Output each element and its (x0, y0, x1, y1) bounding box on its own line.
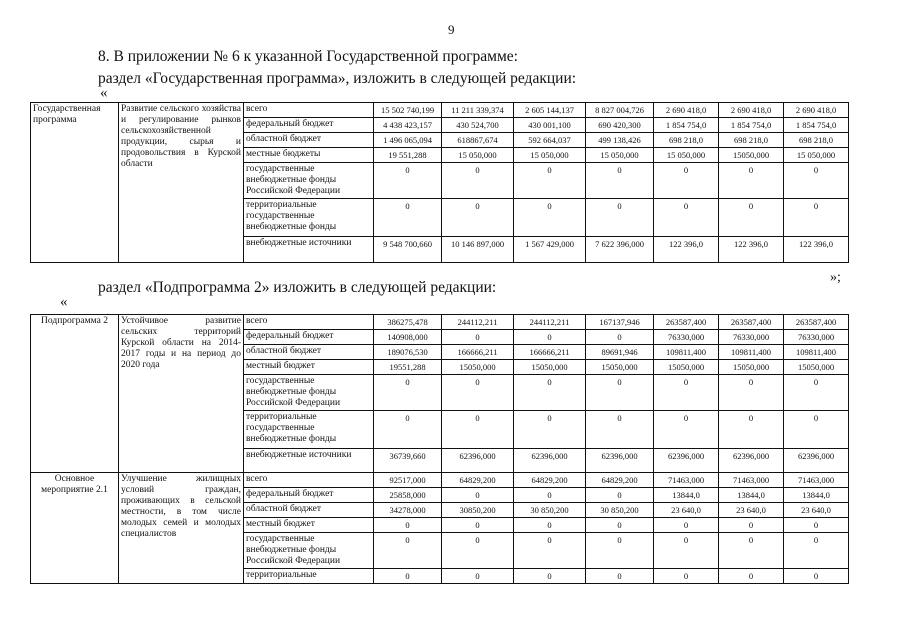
value-cell: 15 050,000 (514, 148, 586, 163)
value-cell: 0 (586, 488, 654, 503)
value-cell: 0 (586, 375, 654, 411)
value-cell: 9 548 700,660 (374, 237, 442, 263)
value-cell: 0 (442, 375, 514, 411)
value-cell: 13844,0 (719, 488, 784, 503)
value-cell: 698 218,0 (719, 133, 784, 148)
funding-source-cell: федеральный бюджет (244, 118, 374, 133)
value-cell: 0 (586, 518, 654, 533)
value-cell: 4 438 423,157 (374, 118, 442, 133)
funding-source-cell: территориальные государственные внебюджетные фонды (244, 199, 374, 237)
value-cell: 0 (654, 411, 719, 449)
value-cell: 0 (784, 411, 849, 449)
subprogram-table-body (31, 315, 849, 584)
value-cell: 7 622 396,000 (586, 237, 654, 263)
value-cell: 0 (442, 533, 514, 569)
value-cell: 0 (514, 569, 586, 584)
value-cell: 13844,0 (654, 488, 719, 503)
value-cell: 0 (374, 163, 442, 199)
funding-source-cell: областной бюджет (244, 133, 374, 148)
value-cell: 0 (719, 411, 784, 449)
value-cell: 0 (719, 533, 784, 569)
value-cell: 0 (442, 163, 514, 199)
value-cell: 0 (654, 199, 719, 237)
value-cell: 167137,946 (586, 315, 654, 330)
funding-source-cell: внебюджетные источники (244, 449, 374, 473)
value-cell: 0 (719, 163, 784, 199)
value-cell: 263587,400 (784, 315, 849, 330)
value-cell: 89691,946 (586, 345, 654, 360)
value-cell: 0 (586, 411, 654, 449)
value-cell: 0 (442, 569, 514, 584)
value-cell: 2 690 418,0 (719, 103, 784, 118)
opening-quote-1: « (100, 85, 108, 101)
value-cell: 698 218,0 (784, 133, 849, 148)
value-cell: 15 050,000 (784, 148, 849, 163)
value-cell: 15050,000 (442, 360, 514, 375)
value-cell: 0 (374, 199, 442, 237)
value-cell: 0 (586, 533, 654, 569)
value-cell: 15 050,000 (586, 148, 654, 163)
value-cell: 122 396,0 (719, 237, 784, 263)
program-cell: Подпрограмма 2 (31, 315, 119, 473)
value-cell: 2 690 418,0 (654, 103, 719, 118)
value-cell: 122 396,0 (784, 237, 849, 263)
value-cell: 0 (514, 533, 586, 569)
value-cell: 8 827 004,726 (586, 103, 654, 118)
value-cell: 263587,400 (719, 315, 784, 330)
subprogram-table (30, 314, 849, 584)
state-program-table (30, 102, 849, 263)
value-cell: 76330,000 (654, 330, 719, 345)
value-cell: 0 (586, 199, 654, 237)
opening-quote-2: « (60, 294, 68, 310)
value-cell: 76330,000 (719, 330, 784, 345)
value-cell: 1 854 754,0 (784, 118, 849, 133)
value-cell: 23 640,0 (784, 503, 849, 518)
funding-source-cell: государственные внебюджетные фонды Российской Федерации (244, 533, 374, 569)
funding-source-cell: внебюджетные источники (244, 237, 374, 263)
value-cell: 64829,200 (586, 473, 654, 488)
value-cell: 0 (784, 569, 849, 584)
value-cell: 1 854 754,0 (654, 118, 719, 133)
value-cell: 0 (514, 330, 586, 345)
value-cell: 19 551,288 (374, 148, 442, 163)
funding-source-cell: всего (244, 315, 374, 330)
value-cell: 0 (784, 163, 849, 199)
value-cell: 11 211 339,374 (442, 103, 514, 118)
table-row (31, 315, 849, 330)
funding-source-cell: государственные внебюджетные фонды Российской Федерации (244, 375, 374, 411)
value-cell: 109811,400 (784, 345, 849, 360)
value-cell: 0 (654, 533, 719, 569)
value-cell: 0 (586, 330, 654, 345)
value-cell: 19551,288 (374, 360, 442, 375)
value-cell: 15050,000 (514, 360, 586, 375)
funding-source-cell: федеральный бюджет (244, 330, 374, 345)
value-cell: 0 (514, 411, 586, 449)
value-cell: 690 420,300 (586, 118, 654, 133)
funding-source-cell: всего (244, 103, 374, 118)
funding-source-cell: государственные внебюджетные фонды Российской Федерации (244, 163, 374, 199)
value-cell: 499 138,426 (586, 133, 654, 148)
value-cell: 30 850,200 (514, 503, 586, 518)
value-cell: 0 (719, 199, 784, 237)
value-cell: 25858,000 (374, 488, 442, 503)
value-cell: 0 (442, 330, 514, 345)
funding-source-cell: областной бюджет (244, 345, 374, 360)
value-cell: 0 (514, 375, 586, 411)
value-cell: 15050,000 (719, 360, 784, 375)
value-cell: 0 (514, 199, 586, 237)
value-cell: 0 (719, 375, 784, 411)
value-cell: 0 (374, 569, 442, 584)
value-cell: 2 605 144,137 (514, 103, 586, 118)
value-cell: 0 (719, 569, 784, 584)
value-cell: 166666,211 (442, 345, 514, 360)
value-cell: 140908,000 (374, 330, 442, 345)
heading-line-1: 8. В приложении № 6 к указанной Государственной программе: (98, 48, 518, 65)
value-cell: 92517,000 (374, 473, 442, 488)
value-cell: 109811,400 (654, 345, 719, 360)
value-cell: 34278,000 (374, 503, 442, 518)
value-cell: 0 (586, 569, 654, 584)
value-cell: 0 (374, 411, 442, 449)
value-cell: 71463,000 (654, 473, 719, 488)
value-cell: 64829,200 (442, 473, 514, 488)
value-cell: 122 396,0 (654, 237, 719, 263)
value-cell: 0 (719, 518, 784, 533)
funding-source-cell: областной бюджет (244, 503, 374, 518)
page-number: 9 (448, 22, 455, 37)
value-cell: 30 850,200 (586, 503, 654, 518)
value-cell: 30850,200 (442, 503, 514, 518)
value-cell: 0 (374, 375, 442, 411)
value-cell: 62396,000 (586, 449, 654, 473)
value-cell: 1 567 429,000 (514, 237, 586, 263)
program-name-cell: Развитие сельского хозяйства и регулирование рынков сельскохозяйственной продукции, сырья и продовольствия в Курской области (119, 103, 244, 263)
value-cell: 15 050,000 (442, 148, 514, 163)
value-cell: 0 (586, 163, 654, 199)
value-cell: 62396,000 (654, 449, 719, 473)
table-row (31, 473, 849, 488)
value-cell: 1 854 754,0 (719, 118, 784, 133)
value-cell: 618867,674 (442, 133, 514, 148)
value-cell: 62396,000 (442, 449, 514, 473)
value-cell: 0 (442, 518, 514, 533)
value-cell: 0 (442, 488, 514, 503)
funding-source-cell: местные бюджеты (244, 148, 374, 163)
value-cell: 430 524,700 (442, 118, 514, 133)
value-cell: 62396,000 (719, 449, 784, 473)
value-cell: 0 (784, 375, 849, 411)
value-cell: 166666,211 (514, 345, 586, 360)
value-cell: 36739,660 (374, 449, 442, 473)
value-cell: 13844,0 (784, 488, 849, 503)
program-name-cell: Устойчивое развитие сельских территорий Курской области на 2014-2017 годы и на период до 2020 года (119, 315, 244, 473)
value-cell: 189076,530 (374, 345, 442, 360)
value-cell: 64829,200 (514, 473, 586, 488)
program-cell: Государственная программа (31, 103, 119, 263)
value-cell: 0 (654, 163, 719, 199)
value-cell: 592 664,037 (514, 133, 586, 148)
value-cell: 0 (654, 569, 719, 584)
value-cell: 15050,000 (719, 148, 784, 163)
value-cell: 0 (514, 518, 586, 533)
value-cell: 76330,000 (784, 330, 849, 345)
value-cell: 263587,400 (654, 315, 719, 330)
value-cell: 698 218,0 (654, 133, 719, 148)
value-cell: 10 146 897,000 (442, 237, 514, 263)
value-cell: 15050,000 (586, 360, 654, 375)
funding-source-cell: местный бюджет (244, 360, 374, 375)
section2-heading: раздел «Подпрограмма 2» изложить в следующей редакции: (98, 279, 497, 296)
value-cell: 15 050,000 (654, 148, 719, 163)
value-cell: 386275,478 (374, 315, 442, 330)
value-cell: 0 (654, 375, 719, 411)
program-cell: Основное мероприятие 2.1 (31, 473, 119, 584)
value-cell: 244112,211 (442, 315, 514, 330)
value-cell: 0 (442, 199, 514, 237)
funding-source-cell: территориальные (244, 569, 374, 584)
value-cell: 0 (374, 533, 442, 569)
value-cell: 0 (442, 411, 514, 449)
value-cell: 23 640,0 (654, 503, 719, 518)
closing-quote: »; (830, 270, 841, 285)
program-name-cell: Улучшение жилищных условий граждан, проживающих в сельской местности, в том числе молодых семей и молодых специалистов (119, 473, 244, 584)
value-cell: 0 (784, 199, 849, 237)
value-cell: 23 640,0 (719, 503, 784, 518)
funding-source-cell: территориальные государственные внебюджетные фонды (244, 411, 374, 449)
value-cell: 62396,000 (784, 449, 849, 473)
funding-source-cell: местный бюджет (244, 518, 374, 533)
value-cell: 15 502 740,199 (374, 103, 442, 118)
value-cell: 0 (654, 518, 719, 533)
table-row (31, 103, 849, 118)
value-cell: 0 (784, 518, 849, 533)
value-cell: 71463,000 (784, 473, 849, 488)
value-cell: 71463,000 (719, 473, 784, 488)
value-cell: 0 (784, 533, 849, 569)
value-cell: 15050,000 (654, 360, 719, 375)
funding-source-cell: всего (244, 473, 374, 488)
heading-line-2: раздел «Государственная программа», изложить в следующей редакции: (98, 70, 577, 87)
state-program-table-body (31, 103, 849, 263)
value-cell: 62396,000 (514, 449, 586, 473)
value-cell: 109811,400 (719, 345, 784, 360)
value-cell: 244112,211 (514, 315, 586, 330)
value-cell: 0 (514, 163, 586, 199)
value-cell: 430 001,100 (514, 118, 586, 133)
value-cell: 1 496 065,094 (374, 133, 442, 148)
value-cell: 2 690 418,0 (784, 103, 849, 118)
funding-source-cell: федеральный бюджет (244, 488, 374, 503)
value-cell: 0 (374, 518, 442, 533)
value-cell: 0 (514, 488, 586, 503)
value-cell: 15050,000 (784, 360, 849, 375)
